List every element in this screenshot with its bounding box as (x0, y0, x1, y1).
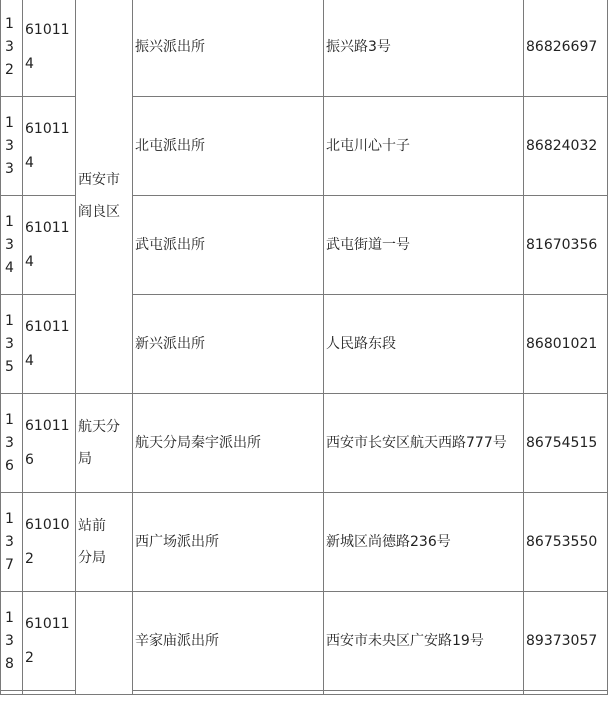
table-row (1, 493, 608, 592)
phone-cell: 86824032 (524, 97, 608, 196)
station-name-cell: 辛家庙派出所 (133, 592, 324, 691)
table-row (1, 0, 608, 97)
row-number-cell: 1 3 3 (1, 97, 23, 196)
postal-code-cell: 61010 2 (23, 493, 76, 592)
row-number-cell: 1 3 7 (1, 493, 23, 592)
station-name-cell: 武屯派出所 (133, 196, 324, 295)
postal-code-cell: 61011 2 (23, 592, 76, 691)
address-cell: 人民路东段 (324, 295, 524, 394)
row-number-cell: 1 3 5 (1, 295, 23, 394)
postal-code-cell: 61011 4 (23, 196, 76, 295)
row-number-cell: 1 3 4 (1, 196, 23, 295)
station-name-cell: 新兴派出所 (133, 295, 324, 394)
address-cell: 新城区尚德路236号 (324, 493, 524, 592)
address-cell: 振兴路3号 (324, 0, 524, 97)
postal-code-cell: 61011 4 (23, 0, 76, 97)
station-name-cell: 西广场派出所 (133, 493, 324, 592)
address-cell: 武屯街道一号 (324, 196, 524, 295)
row-number-cell: 1 3 6 (1, 394, 23, 493)
row-number-cell: 1 3 8 (1, 592, 23, 691)
station-name-cell: 航天分局秦宇派出所 (133, 394, 324, 493)
phone-cell: 86801021 (524, 295, 608, 394)
address-cell: 西安市未央区广安路19号 (324, 592, 524, 691)
postal-code-cell: 61011 4 (23, 295, 76, 394)
table-row (1, 592, 608, 691)
table-row (1, 394, 608, 493)
phone-cell: 86753550 (524, 493, 608, 592)
address-cell: 北屯川心十子 (324, 97, 524, 196)
phone-cell: 86826697 (524, 0, 608, 97)
address-cell: 西安市长安区航天西路777号 (324, 394, 524, 493)
row-number-cell: 1 3 2 (1, 0, 23, 97)
postal-code-cell: 61011 4 (23, 97, 76, 196)
phone-cell: 86754515 (524, 394, 608, 493)
station-name-cell: 振兴派出所 (133, 0, 324, 97)
district-cell: 航天分 局 (76, 394, 133, 493)
postal-code-cell: 61011 6 (23, 394, 76, 493)
phone-cell: 81670356 (524, 196, 608, 295)
district-cell: 站前 分局 (76, 493, 133, 592)
district-cell: 西安市 阎良区 (76, 0, 133, 394)
district-cell (76, 592, 133, 695)
phone-cell: 89373057 (524, 592, 608, 691)
station-name-cell: 北屯派出所 (133, 97, 324, 196)
